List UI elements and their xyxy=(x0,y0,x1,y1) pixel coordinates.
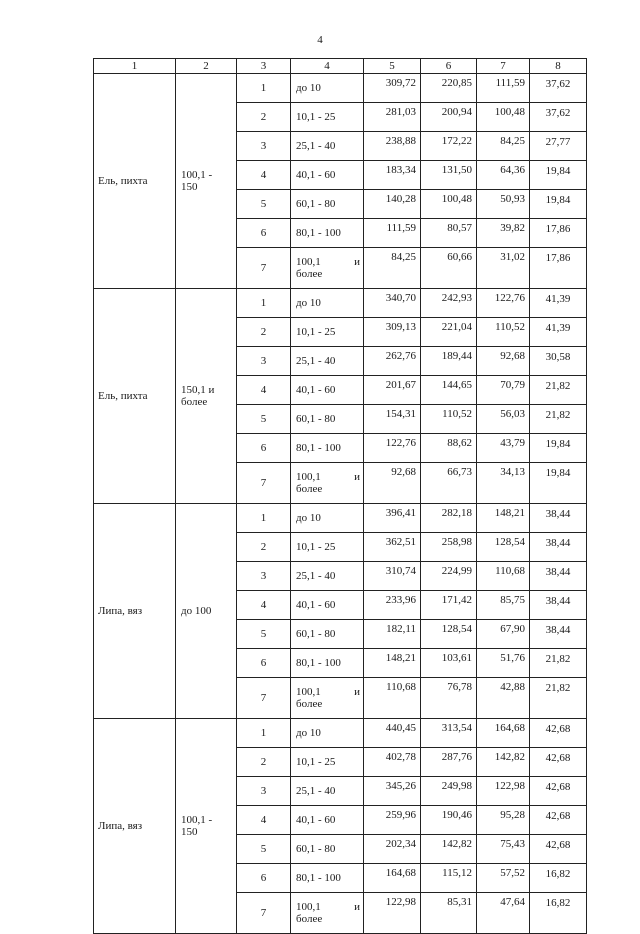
value-cell: 21,82 xyxy=(530,649,587,678)
value-cell: 37,62 xyxy=(530,103,587,132)
row-number-cell: 7 xyxy=(237,463,291,504)
value-cell: 37,62 xyxy=(530,74,587,103)
row-number-cell: 7 xyxy=(237,678,291,719)
value-cell: 440,45 xyxy=(364,719,421,748)
diameter-line: 100,1 - xyxy=(181,814,213,826)
value-cell: 190,46 xyxy=(421,806,477,835)
range-text: и xyxy=(354,256,360,268)
value-cell: 42,68 xyxy=(530,719,587,748)
value-cell: 148,21 xyxy=(477,504,530,533)
table-row xyxy=(94,719,587,748)
value-cell: 21,82 xyxy=(530,405,587,434)
range-cell: 60,1 - 80 xyxy=(291,835,364,864)
range-text: более xyxy=(296,268,323,280)
range-cell: 25,1 - 40 xyxy=(291,777,364,806)
value-cell: 164,68 xyxy=(364,864,421,893)
column-header: 5 xyxy=(364,59,421,74)
value-cell: 282,18 xyxy=(421,504,477,533)
range-text: 100,1 xyxy=(296,256,321,268)
value-cell: 128,54 xyxy=(421,620,477,649)
row-number-cell: 5 xyxy=(237,835,291,864)
range-cell: до 10 xyxy=(291,289,364,318)
range-cell: 80,1 - 100 xyxy=(291,219,364,248)
value-cell: 92,68 xyxy=(477,347,530,376)
range-cell: 40,1 - 60 xyxy=(291,806,364,835)
range-cell: 60,1 - 80 xyxy=(291,620,364,649)
row-number-cell: 4 xyxy=(237,161,291,190)
value-cell: 122,76 xyxy=(477,289,530,318)
value-cell: 262,76 xyxy=(364,347,421,376)
value-cell: 92,68 xyxy=(364,463,421,504)
range-cell: до 10 xyxy=(291,719,364,748)
value-cell: 80,57 xyxy=(421,219,477,248)
value-cell: 122,98 xyxy=(364,893,421,934)
range-cell: 60,1 - 80 xyxy=(291,405,364,434)
range-cell: 10,1 - 25 xyxy=(291,318,364,347)
species-cell xyxy=(94,289,176,504)
value-cell: 142,82 xyxy=(421,835,477,864)
value-cell: 362,51 xyxy=(364,533,421,562)
value-cell: 31,02 xyxy=(477,248,530,289)
value-cell: 122,98 xyxy=(477,777,530,806)
value-cell: 110,52 xyxy=(477,318,530,347)
page-number: 4 xyxy=(317,34,323,46)
species-label: Ель, пихта xyxy=(98,390,148,402)
row-number-cell: 7 xyxy=(237,248,291,289)
value-cell: 57,52 xyxy=(477,864,530,893)
row-number-cell: 3 xyxy=(237,777,291,806)
value-cell: 42,88 xyxy=(477,678,530,719)
value-cell: 38,44 xyxy=(530,562,587,591)
range-cell xyxy=(291,248,364,289)
row-number-cell: 3 xyxy=(237,347,291,376)
value-cell: 221,04 xyxy=(421,318,477,347)
range-cell: 25,1 - 40 xyxy=(291,562,364,591)
range-text: 100,1 xyxy=(296,686,321,698)
value-cell: 19,84 xyxy=(530,161,587,190)
range-cell xyxy=(291,463,364,504)
range-cell: 60,1 - 80 xyxy=(291,190,364,219)
range-cell: 25,1 - 40 xyxy=(291,347,364,376)
value-cell: 100,48 xyxy=(477,103,530,132)
value-cell: 309,13 xyxy=(364,318,421,347)
value-cell: 345,26 xyxy=(364,777,421,806)
value-cell: 110,68 xyxy=(477,562,530,591)
value-cell: 76,78 xyxy=(421,678,477,719)
table-row xyxy=(94,289,587,318)
range-text: более xyxy=(296,483,323,495)
row-number-cell: 1 xyxy=(237,719,291,748)
value-cell: 242,93 xyxy=(421,289,477,318)
value-cell: 171,42 xyxy=(421,591,477,620)
range-text: 100,1 xyxy=(296,471,321,483)
range-cell: 80,1 - 100 xyxy=(291,434,364,463)
value-cell: 21,82 xyxy=(530,678,587,719)
diameter-cell xyxy=(176,504,237,719)
value-cell: 85,75 xyxy=(477,591,530,620)
row-number-cell: 6 xyxy=(237,864,291,893)
row-number-cell: 1 xyxy=(237,74,291,103)
column-header: 2 xyxy=(176,59,237,74)
value-cell: 17,86 xyxy=(530,248,587,289)
value-cell: 85,31 xyxy=(421,893,477,934)
value-cell: 220,85 xyxy=(421,74,477,103)
value-cell: 38,44 xyxy=(530,620,587,649)
value-cell: 66,73 xyxy=(421,463,477,504)
species-label: Липа, вяз xyxy=(98,605,143,617)
value-cell: 42,68 xyxy=(530,835,587,864)
range-cell xyxy=(291,678,364,719)
range-cell: 40,1 - 60 xyxy=(291,376,364,405)
column-header: 3 xyxy=(237,59,291,74)
value-cell: 41,39 xyxy=(530,318,587,347)
table-header-row xyxy=(94,59,587,74)
diameter-line: более xyxy=(181,396,208,408)
diameter-line: 150,1 и xyxy=(181,384,215,396)
value-cell: 21,82 xyxy=(530,376,587,405)
row-number-cell: 5 xyxy=(237,620,291,649)
range-cell: до 10 xyxy=(291,74,364,103)
value-cell: 122,76 xyxy=(364,434,421,463)
value-cell: 249,98 xyxy=(421,777,477,806)
row-number-cell: 2 xyxy=(237,103,291,132)
value-cell: 110,68 xyxy=(364,678,421,719)
row-number-cell: 1 xyxy=(237,289,291,318)
value-cell: 56,03 xyxy=(477,405,530,434)
value-cell: 396,41 xyxy=(364,504,421,533)
row-number-cell: 3 xyxy=(237,562,291,591)
column-header: 7 xyxy=(477,59,530,74)
value-cell: 43,79 xyxy=(477,434,530,463)
diameter-line: 150 xyxy=(181,181,198,193)
row-number-cell: 2 xyxy=(237,748,291,777)
value-cell: 144,65 xyxy=(421,376,477,405)
column-header: 1 xyxy=(94,59,176,74)
species-cell xyxy=(94,74,176,289)
value-cell: 402,78 xyxy=(364,748,421,777)
range-cell: 40,1 - 60 xyxy=(291,591,364,620)
value-cell: 309,72 xyxy=(364,74,421,103)
row-number-cell: 2 xyxy=(237,533,291,562)
value-cell: 17,86 xyxy=(530,219,587,248)
value-cell: 41,39 xyxy=(530,289,587,318)
value-cell: 201,67 xyxy=(364,376,421,405)
row-number-cell: 4 xyxy=(237,376,291,405)
value-cell: 110,52 xyxy=(421,405,477,434)
value-cell: 310,74 xyxy=(364,562,421,591)
value-cell: 38,44 xyxy=(530,533,587,562)
value-cell: 142,82 xyxy=(477,748,530,777)
row-number-cell: 6 xyxy=(237,434,291,463)
range-text: более xyxy=(296,913,323,925)
value-cell: 224,99 xyxy=(421,562,477,591)
range-text: и xyxy=(354,471,360,483)
species-cell xyxy=(94,719,176,934)
diameter-cell xyxy=(176,74,237,289)
value-cell: 200,94 xyxy=(421,103,477,132)
row-number-cell: 3 xyxy=(237,132,291,161)
value-cell: 19,84 xyxy=(530,463,587,504)
range-cell: 10,1 - 25 xyxy=(291,103,364,132)
table-row xyxy=(94,504,587,533)
value-cell: 88,62 xyxy=(421,434,477,463)
value-cell: 189,44 xyxy=(421,347,477,376)
row-number-cell: 4 xyxy=(237,806,291,835)
value-cell: 103,61 xyxy=(421,649,477,678)
value-cell: 95,28 xyxy=(477,806,530,835)
value-cell: 258,98 xyxy=(421,533,477,562)
value-cell: 38,44 xyxy=(530,504,587,533)
value-cell: 84,25 xyxy=(364,248,421,289)
range-cell: 10,1 - 25 xyxy=(291,748,364,777)
value-cell: 64,36 xyxy=(477,161,530,190)
range-cell: 10,1 - 25 xyxy=(291,533,364,562)
row-number-cell: 5 xyxy=(237,190,291,219)
value-cell: 128,54 xyxy=(477,533,530,562)
value-cell: 51,76 xyxy=(477,649,530,678)
value-cell: 164,68 xyxy=(477,719,530,748)
value-cell: 115,12 xyxy=(421,864,477,893)
value-cell: 148,21 xyxy=(364,649,421,678)
column-header: 4 xyxy=(291,59,364,74)
range-text: более xyxy=(296,698,323,710)
value-cell: 16,82 xyxy=(530,893,587,934)
value-cell: 131,50 xyxy=(421,161,477,190)
value-cell: 259,96 xyxy=(364,806,421,835)
value-cell: 287,76 xyxy=(421,748,477,777)
value-cell: 111,59 xyxy=(477,74,530,103)
value-cell: 281,03 xyxy=(364,103,421,132)
row-number-cell: 6 xyxy=(237,649,291,678)
range-cell: до 10 xyxy=(291,504,364,533)
value-cell: 16,82 xyxy=(530,864,587,893)
species-label: Ель, пихта xyxy=(98,175,148,187)
value-cell: 140,28 xyxy=(364,190,421,219)
row-number-cell: 7 xyxy=(237,893,291,934)
range-text: и xyxy=(354,901,360,913)
data-table xyxy=(93,58,587,934)
diameter-cell xyxy=(176,289,237,504)
value-cell: 75,43 xyxy=(477,835,530,864)
diameter-line: 150 xyxy=(181,826,198,838)
column-header: 8 xyxy=(530,59,587,74)
value-cell: 39,82 xyxy=(477,219,530,248)
value-cell: 183,34 xyxy=(364,161,421,190)
diameter-line: 100,1 - xyxy=(181,169,213,181)
value-cell: 313,54 xyxy=(421,719,477,748)
value-cell: 111,59 xyxy=(364,219,421,248)
value-cell: 67,90 xyxy=(477,620,530,649)
value-cell: 60,66 xyxy=(421,248,477,289)
table-body xyxy=(94,74,587,934)
range-cell: 40,1 - 60 xyxy=(291,161,364,190)
value-cell: 42,68 xyxy=(530,806,587,835)
value-cell: 172,22 xyxy=(421,132,477,161)
row-number-cell: 4 xyxy=(237,591,291,620)
diameter-line: до 100 xyxy=(181,605,212,617)
range-text: 100,1 xyxy=(296,901,321,913)
value-cell: 19,84 xyxy=(530,190,587,219)
species-label: Липа, вяз xyxy=(98,820,143,832)
value-cell: 42,68 xyxy=(530,748,587,777)
value-cell: 182,11 xyxy=(364,620,421,649)
value-cell: 27,77 xyxy=(530,132,587,161)
species-cell xyxy=(94,504,176,719)
range-cell: 80,1 - 100 xyxy=(291,864,364,893)
range-cell: 25,1 - 40 xyxy=(291,132,364,161)
value-cell: 70,79 xyxy=(477,376,530,405)
column-header: 6 xyxy=(421,59,477,74)
value-cell: 202,34 xyxy=(364,835,421,864)
row-number-cell: 6 xyxy=(237,219,291,248)
range-cell: 80,1 - 100 xyxy=(291,649,364,678)
table-row xyxy=(94,74,587,103)
range-cell xyxy=(291,893,364,934)
diameter-cell xyxy=(176,719,237,934)
row-number-cell: 2 xyxy=(237,318,291,347)
value-cell: 233,96 xyxy=(364,591,421,620)
value-cell: 42,68 xyxy=(530,777,587,806)
value-cell: 19,84 xyxy=(530,434,587,463)
value-cell: 84,25 xyxy=(477,132,530,161)
value-cell: 154,31 xyxy=(364,405,421,434)
value-cell: 340,70 xyxy=(364,289,421,318)
value-cell: 34,13 xyxy=(477,463,530,504)
value-cell: 100,48 xyxy=(421,190,477,219)
range-text: и xyxy=(354,686,360,698)
value-cell: 38,44 xyxy=(530,591,587,620)
value-cell: 47,64 xyxy=(477,893,530,934)
row-number-cell: 1 xyxy=(237,504,291,533)
value-cell: 50,93 xyxy=(477,190,530,219)
row-number-cell: 5 xyxy=(237,405,291,434)
value-cell: 238,88 xyxy=(364,132,421,161)
value-cell: 30,58 xyxy=(530,347,587,376)
